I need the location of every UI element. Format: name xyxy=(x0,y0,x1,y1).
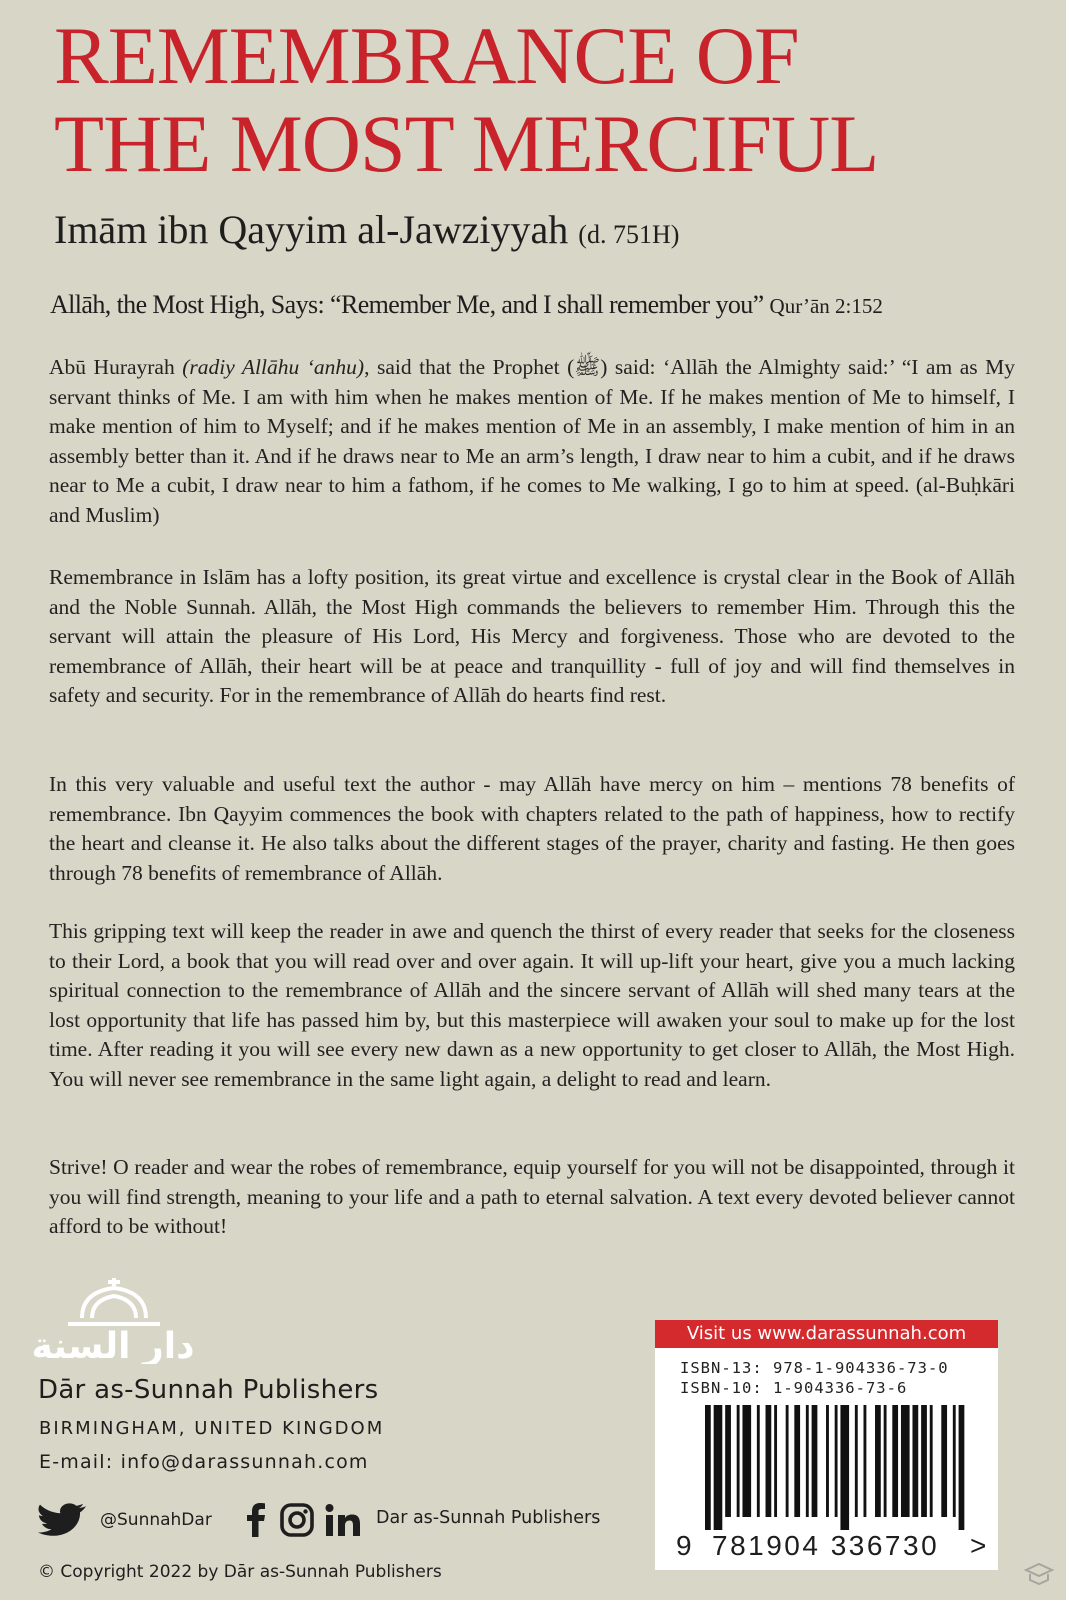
barcode-bar xyxy=(930,1405,933,1517)
author-name: Imām ibn Qayyim al-Jawziyyah xyxy=(54,207,569,252)
instagram-icon[interactable] xyxy=(280,1503,314,1537)
zoom-watermark-icon xyxy=(1022,1560,1056,1590)
barcode-bar xyxy=(737,1405,740,1517)
barcode-bar xyxy=(855,1405,858,1517)
barcode-bar xyxy=(901,1405,910,1517)
facebook-icon[interactable] xyxy=(244,1503,268,1537)
quran-verse xyxy=(50,290,1030,320)
social-account-name: Dar as-Sunnah Publishers xyxy=(376,1508,601,1528)
barcode-bar xyxy=(863,1405,866,1517)
barcode-bar xyxy=(912,1405,918,1517)
copyright-notice: © Copyright 2022 by Dār as-Sunnah Publishers xyxy=(38,1562,442,1582)
barcode-bar xyxy=(921,1405,927,1517)
barcode-lead-digit: 9 xyxy=(676,1530,692,1561)
barcode-bar xyxy=(840,1405,849,1530)
barcode-bar xyxy=(757,1405,760,1517)
logo-arabic-text: دار السنة xyxy=(31,1326,195,1364)
barcode-bars xyxy=(705,1405,973,1530)
twitter-handle[interactable]: @SunnahDar xyxy=(100,1510,212,1530)
barcode-bar xyxy=(941,1405,947,1517)
publisher-city: BIRMINGHAM, UNITED KINGDOM xyxy=(39,1418,385,1439)
barcode-bar xyxy=(774,1405,777,1517)
publisher-email: E-mail: info@darassunnah.com xyxy=(39,1451,369,1473)
paragraph-strive: Strive! O reader and wear the robes of remembrance, equip yourself for you will not be disappointed, through it you will find strength, meaning to your life and a path to eternal salvation. A text every devoted believer cannot afford to be without! xyxy=(49,1155,1015,1238)
barcode-bar xyxy=(742,1405,751,1517)
barcode-bar xyxy=(714,1405,723,1530)
barcode-bar xyxy=(786,1405,789,1517)
title-line-2: THE MOST MERCIFUL xyxy=(54,98,879,189)
paragraph-gripping-text: This gripping text will keep the reader in awe and quench the thirst of every reader that seeks for the closeness to their Lord, a book that you will read over and over again. It will up-lift your heart, give you a much lacking spiritual connection to the remembrance of Allāh and the sincere servant of Allāh will shed many tears at the lost opportunity that life has passed him by, but this masterpiece will awaken your soul to make up for the lost time. After reading it you will see every new dawn as a new opportunity to get closer to Allāh, the Most High. You will never see remembrance in the same light again, a delight to read and learn. xyxy=(49,919,1015,1091)
barcode-bar xyxy=(812,1405,818,1517)
hadith-text: , said that the Prophet (ﷺ) said: ‘Allāh the Almighty said:’ “I am as My servant thinks of Me. I am with him when he makes mention of Me. If he makes mention of Me to himself, I make mention of him to Myself; and if he makes mention of Me in an assembly, I make mention of him in an assembly better than it. And if he draws near to Me an arm’s length, I draw near to him a cubit, and if he draws near to Me a cubit, I draw near to him a fathom, if he comes to Me walking, I go to him at speed. (al-Buḥkāri and Muslim) xyxy=(49,355,1015,527)
barcode-bar xyxy=(725,1405,731,1517)
barcode-digits: 781904 336730 xyxy=(712,1530,940,1561)
barcode-bar xyxy=(953,1405,956,1517)
website-banner[interactable]: Visit us www.darassunnah.com xyxy=(655,1320,998,1348)
mosque-logo-icon xyxy=(28,1272,198,1364)
isbn-13: ISBN-13: 978-1-904336-73-0 xyxy=(680,1359,949,1377)
twitter-icon xyxy=(38,1503,88,1537)
hadith-lead: Abū Hurayrah xyxy=(49,355,183,379)
linkedin-icon[interactable] xyxy=(325,1503,367,1537)
barcode-bar xyxy=(959,1405,965,1530)
hadith-honorific: (radiy Allāhu ‘anhu) xyxy=(182,355,365,379)
publisher-name: Dār as-Sunnah Publishers xyxy=(38,1375,379,1405)
book-title xyxy=(54,12,1034,188)
paragraph-remembrance: Remembrance in Islām has a lofty position, its great virtue and excellence is crystal clear in the Book of Allāh and the Noble Sunnah. Allāh, the Most High commands the believers to remember Him. Through this the servant will attain the pleasure of His Lord, His Mercy and forgiveness. Those who are devoted to the remembrance of Allāh, their heart will be at peace and tranquillity - full of joy and will find themselves in safety and security. For in the remembrance of Allāh do hearts find rest. xyxy=(49,565,1015,707)
barcode-bar xyxy=(766,1405,772,1517)
barcode-bar xyxy=(705,1405,711,1530)
title-line-1: REMEMBRANCE OF xyxy=(54,10,799,101)
barcode-arrow: > xyxy=(970,1530,987,1561)
isbn-10: ISBN-10: 1-904336-73-6 xyxy=(680,1379,908,1397)
barcode-bar xyxy=(826,1405,829,1517)
author-line xyxy=(54,206,679,253)
barcode-bar xyxy=(835,1405,838,1517)
paragraph-benefits: In this very valuable and useful text the author - may Allāh have mercy on him – mentions 78 benefits of remembrance. Ibn Qayyim commences the book with chapters related to the path of happiness, how to rectify the heart and cleanse it. He also talks about the different stages of the prayer, charity and fasting. He then goes through 78 benefits of remembrance of Allāh. xyxy=(49,772,1015,885)
barcode-bar xyxy=(794,1405,800,1517)
paragraph-hadith xyxy=(49,353,1015,530)
barcode-bar xyxy=(884,1405,887,1517)
barcode-bar xyxy=(806,1405,809,1517)
verse-reference: Qur’ān 2:152 xyxy=(769,294,883,318)
barcode-bar xyxy=(892,1405,898,1517)
verse-text: Allāh, the Most High, Says: “Remember Me, and I shall remember you” xyxy=(50,290,764,319)
barcode-bar xyxy=(875,1405,881,1517)
author-death-date: (d. 751H) xyxy=(578,220,680,249)
